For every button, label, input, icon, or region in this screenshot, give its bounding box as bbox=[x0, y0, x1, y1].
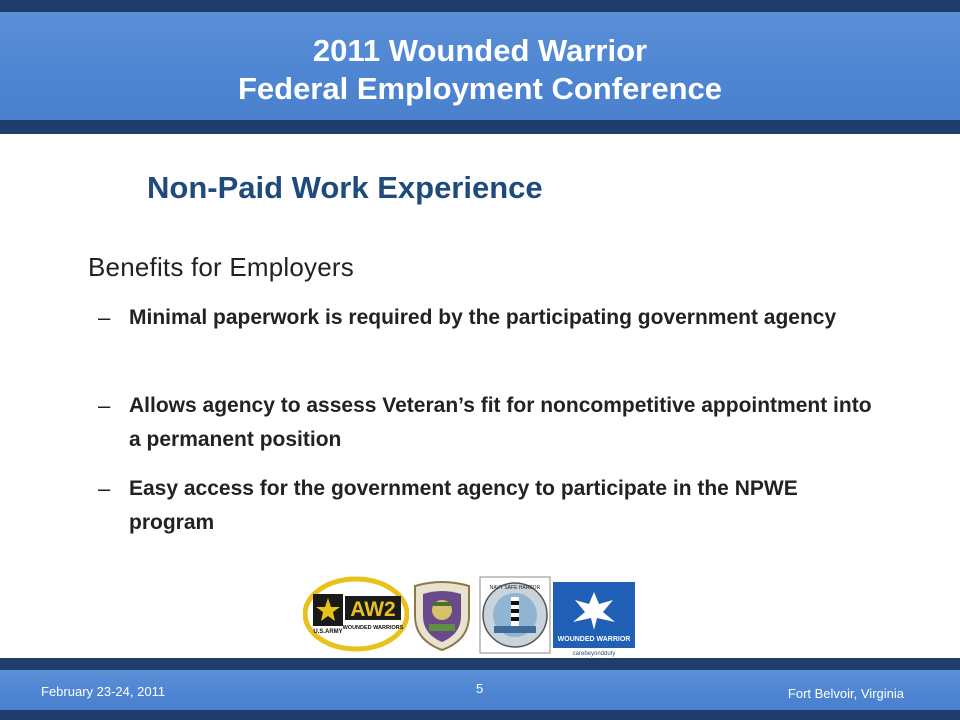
conference-title-line1: 2011 Wounded Warrior bbox=[312, 33, 648, 68]
bullet-item bbox=[98, 472, 888, 540]
air-force-wounded-warrior-logo bbox=[553, 582, 635, 658]
footer-date: February 23-24, 2011 bbox=[41, 684, 166, 699]
bullet-item bbox=[98, 389, 888, 457]
slide-title: Non-Paid Work Experience bbox=[147, 170, 543, 205]
header-band bbox=[0, 12, 960, 120]
header-bottom-rule bbox=[0, 120, 960, 134]
conference-title-line2: Federal Employment Conference bbox=[237, 71, 723, 106]
footer-top-rule bbox=[0, 658, 960, 670]
aw2-sub-text: WOUNDED WARRIORS bbox=[342, 625, 404, 631]
bullet-text: Minimal paperwork is required by the participating government agency bbox=[129, 306, 837, 329]
aw2-army-text: U.S.ARMY bbox=[313, 629, 343, 635]
aw2-main-text: AW2 bbox=[350, 598, 396, 621]
af-tagline-text: carebeyondduty bbox=[572, 651, 616, 657]
bullet-text: Allows agency to assess Veteran’s fit for noncompetitive appointment into a permanent position bbox=[129, 394, 872, 451]
footer-location: Fort Belvoir, Virginia bbox=[787, 686, 904, 701]
footer-band bbox=[0, 670, 960, 710]
af-label-text: WOUNDED WARRIOR bbox=[557, 636, 631, 643]
bullet-item bbox=[98, 301, 888, 335]
bullet-dash: – bbox=[98, 476, 111, 501]
footer-bottom-rule bbox=[0, 710, 960, 720]
aw2-logo bbox=[303, 576, 409, 652]
bullet-dash: – bbox=[98, 393, 111, 418]
crest-logo bbox=[409, 578, 475, 652]
footer-page-number: 5 bbox=[476, 681, 484, 696]
navy-ring-text: NAVY SAFE HARBOR bbox=[489, 585, 541, 591]
header-top-rule bbox=[0, 0, 960, 12]
bullet-text: Easy access for the government agency to participate in the NPWE program bbox=[129, 477, 798, 534]
bullet-dash: – bbox=[98, 305, 111, 330]
slide-subheading: Benefits for Employers bbox=[88, 252, 354, 282]
navy-safe-harbor-logo bbox=[479, 576, 551, 654]
